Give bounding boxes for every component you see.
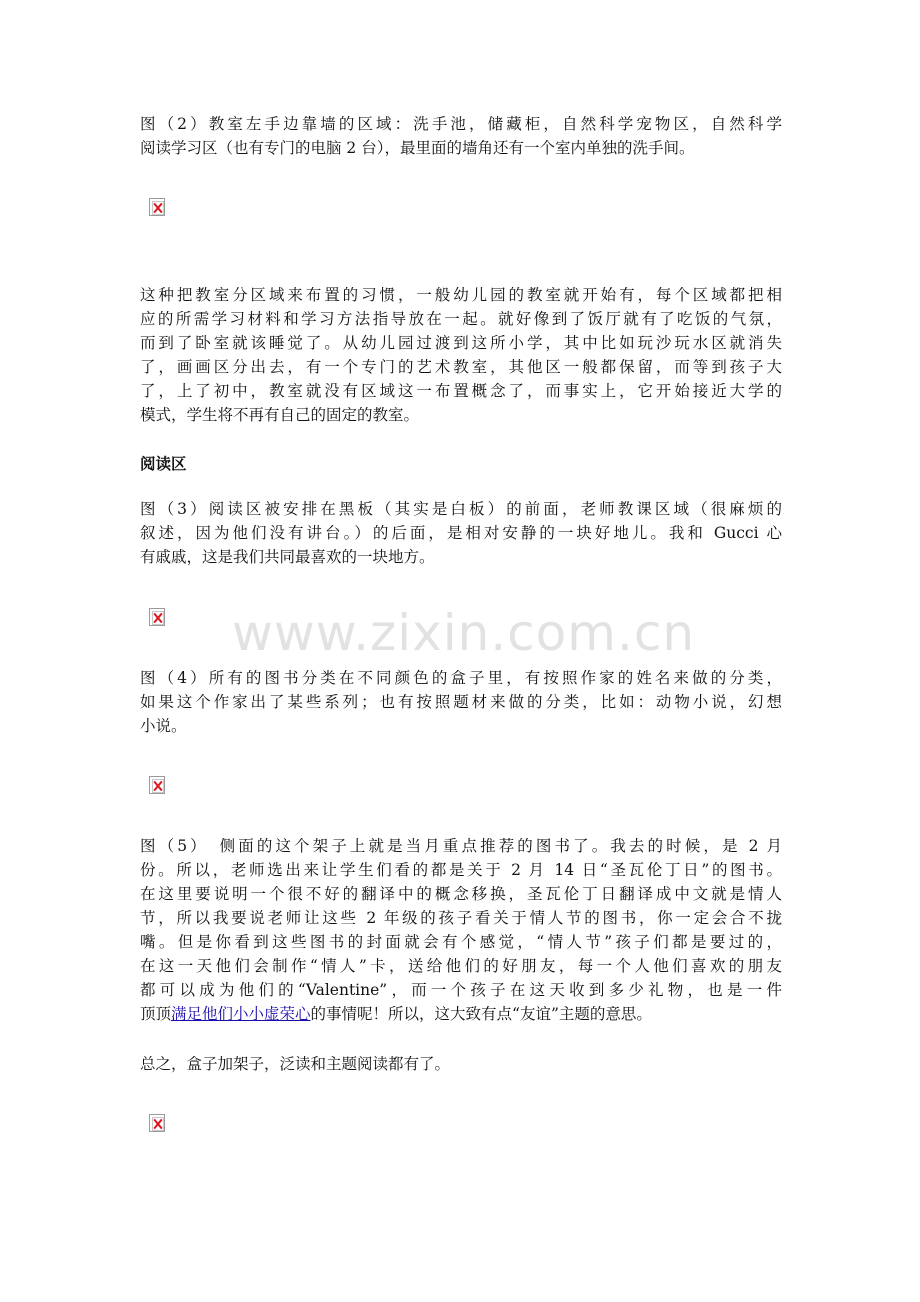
text-line: 在这里要说明一个很不好的翻译中的概念移换，圣瓦伦丁日翻译成中文就是情人 — [140, 885, 782, 903]
paragraph-classroom-zones — [140, 283, 782, 427]
paragraph-figure-5 — [140, 834, 782, 1026]
text-line: 模式，学生将不再有自己的固定的教室。 — [140, 406, 420, 424]
paragraph-figure-4 — [140, 666, 782, 738]
watermark: www.zixin.com.cn — [232, 604, 696, 662]
paragraph-figure-2 — [140, 112, 782, 160]
broken-image-icon — [149, 198, 165, 216]
broken-image-icon — [149, 608, 165, 626]
text-line: 都可以成为他们的“Valentine”，而一个孩子在这天收到多少礼物，也是一件 — [140, 981, 782, 999]
paragraph-figure-3 — [140, 497, 782, 569]
text-line: 总之，盒子加架子，泛读和主题阅读都有了。 — [140, 1055, 451, 1073]
broken-image-icon — [149, 776, 165, 794]
text-line: 图（5） 侧面的这个架子上就是当月重点推荐的图书了。我去的时候，是 2 月 — [140, 837, 782, 855]
text-line: 份。所以，老师选出来让学生们看的都是关于 2 月 14 日“圣瓦伦丁日”的图书。 — [140, 861, 782, 879]
broken-image-icon — [149, 1114, 165, 1132]
text-line: 图（4）所有的图书分类在不同颜色的盒子里，有按照作家的姓名来做的分类， — [140, 669, 782, 687]
text-line: 了，上了初中，教室就没有区域这一布置概念了，而事实上，它开始接近大学的 — [140, 382, 782, 400]
text-line: 小说。 — [140, 717, 187, 735]
text-line: 这种把教室分区域来布置的习惯，一般幼儿园的教室就开始有，每个区域都把相 — [140, 286, 782, 304]
text-line: 叙述，因为他们没有讲台。）的后面，是相对安静的一块好地儿。我和 Gucci 心 — [140, 524, 782, 542]
text-line: 应的所需学习材料和学习方法指导放在一起。就好像到了饭厅就有了吃饭的气氛， — [140, 310, 782, 328]
text-line: 如果这个作家出了某些系列；也有按照题材来做的分类，比如：动物小说，幻想 — [140, 693, 782, 711]
text-line: 在这一天他们会制作“情人”卡，送给他们的好朋友，每一个人他们喜欢的朋友 — [140, 957, 782, 975]
text-line: 有戚戚，这是我们共同最喜欢的一块地方。 — [140, 548, 435, 566]
text-line: 阅读学习区（也有专门的电脑 2 台），最里面的墙角还有一个室内单独的洗手间。 — [140, 139, 695, 157]
paragraph-summary — [140, 1052, 782, 1076]
text-line: 了，画画区分出去，有一个专门的艺术教室，其他区一般都保留，而等到孩子大 — [140, 358, 782, 376]
text-fragment: 的事情呢！所以，这大致有点“友谊”主题的意思。 — [310, 1005, 652, 1023]
text-line — [140, 1002, 782, 1026]
text-line: 图（2）教室左手边靠墙的区域：洗手池，储藏柜，自然科学宠物区，自然科学 — [140, 115, 782, 133]
text-line: 图（3）阅读区被安排在黑板（其实是白板）的前面，老师教课区域（很麻烦的 — [140, 500, 782, 518]
vanity-link[interactable]: 满足他们小小虚荣心 — [171, 1005, 311, 1023]
section-heading: 阅读区 — [140, 455, 187, 473]
text-line: 嘴。但是你看到这些图书的封面就会有个感觉，“情人节”孩子们都是要过的， — [140, 933, 782, 951]
text-fragment: 顶顶 — [140, 1005, 172, 1023]
text-line: 而到了卧室就该睡觉了。从幼儿园过渡到这所小学，其中比如玩沙玩水区就消失 — [140, 334, 782, 352]
text-line: 节，所以我要说老师让这些 2 年级的孩子看关于情人节的图书，你一定会合不拢 — [140, 909, 782, 927]
